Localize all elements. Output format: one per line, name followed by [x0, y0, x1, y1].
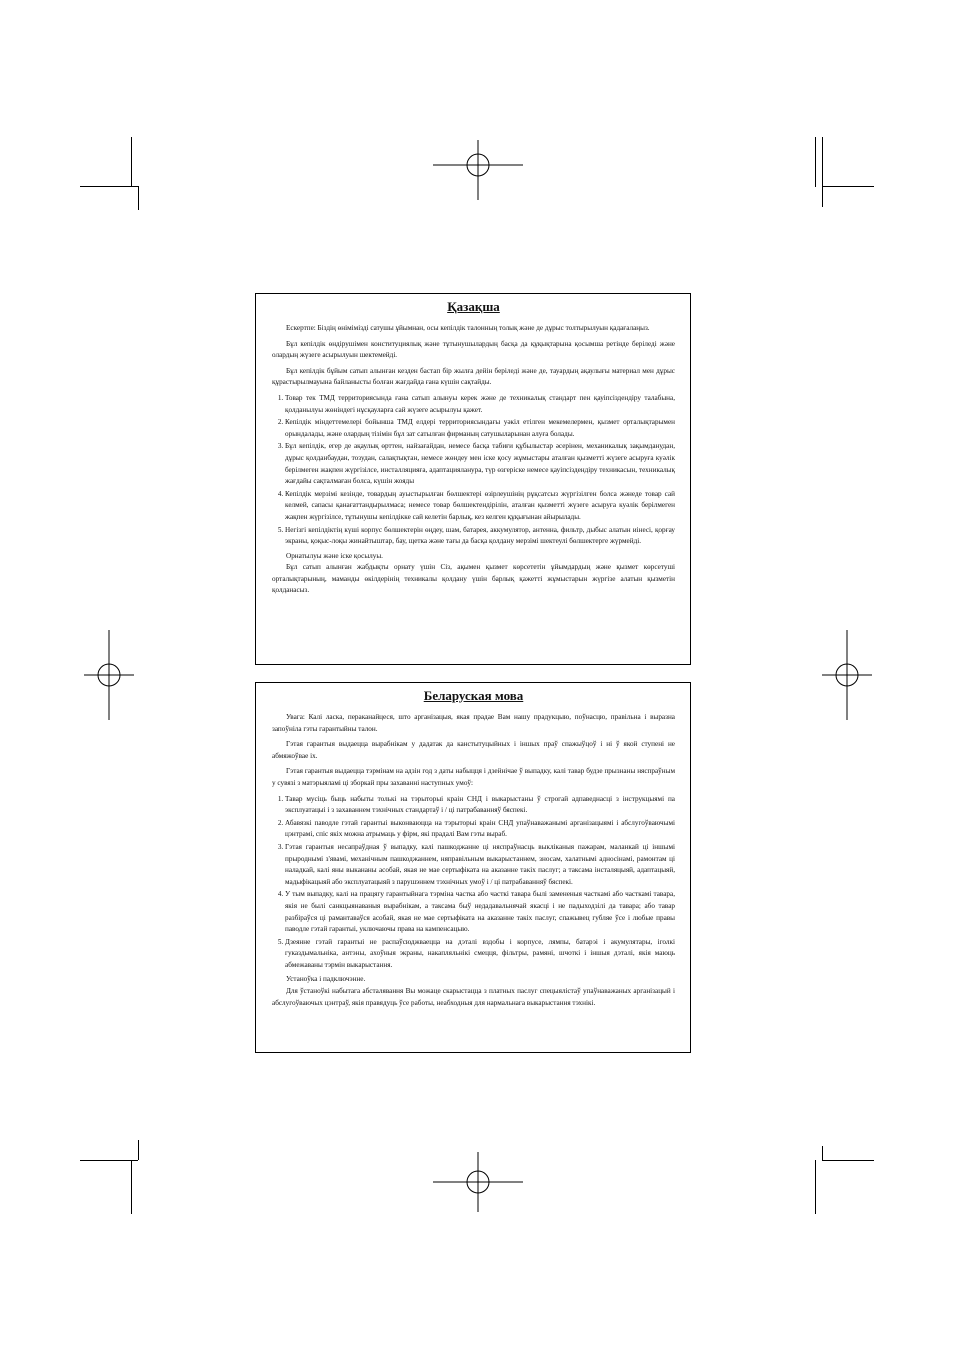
- list-item: 3. Бұл кепілдік, егер де ақаулық өрттен, найзағайдан, немесе басқа табиғи құбылыстар әсерінен, механикалық зақымданудан, дұрыс қолданбаудан, тозудан, салақтықтан, немесе жөндеу мен іске қосу жұмыстары аталған қызметті жүзеге асыруға куәлік берілмеген жақпен жүргізілсе, инсталляцияға, адаптацияланура, түр өзгеріске немесе қауіпсіздендіру техникасын, техникалық жағдайы сақталмаған болса, күшін жояды: [285, 441, 675, 487]
- paragraph: Бұл кепілдік бұйым сатып алынған кезден бастап бір жылға дейін беріледі және де, тауардың ақаулығы материал мен дұрыс құрастырылмауына байланысты болған жағдайда ғана күшін сақтайды.: [272, 366, 675, 387]
- conditions-list: [272, 794, 675, 972]
- kazakh-warranty-section: [255, 293, 691, 665]
- section-title: Беларуская мова: [423, 688, 524, 703]
- crop-mark: [131, 1160, 132, 1214]
- crop-mark: [822, 1160, 874, 1161]
- paragraph: Бұл кепілдік өндірушімен конституциялық және тұтынушылардың басқа да құқықтарына қосымша ретінде беріледі және олардың жүзеге асырылуын шектемейді.: [272, 339, 675, 360]
- crop-mark: [80, 1160, 138, 1161]
- conditions-list: [272, 393, 675, 548]
- section-title: Қазақша: [447, 299, 500, 314]
- crop-mark: [80, 186, 138, 187]
- list-item: 1. Товар тек ТМД территориясында ғана сатып алынуы керек және де техникалық стандарт пен қауіпсіздендіру талабына, қолданылуы жөніндегі нұсқауларға сай жүзеге асырылуы қажет.: [285, 393, 675, 416]
- crop-mark: [822, 137, 823, 207]
- list-item: 1. Тавар мусіць быць набыты толькі на тэрыторыі краін СНД і выкарыстаны ў строгай адпаведнасці з інструкцыямі па эксплуатацыі і з захаваннем тэхнічных стандартаў і / ці патрабаванняў бяспекі.: [285, 794, 675, 817]
- list-item: 2. Кепілдік міндеттемелері бойынша ТМД елдері территориясындағы уәкіл етілген мекемелермен, қызмет орталықтарымен орындалады, және олардың тізімін бұл зат сатылған фирманың сатушыларынан алуға болады.: [285, 417, 675, 440]
- registration-mark-icon: [433, 140, 523, 200]
- crop-mark: [822, 1146, 823, 1160]
- list-item: 4. Кепілдік мерзімі кезінде, товардың ауыстырылған бөлшектері өзірлеушінің рұқсатсыз жүргізілген болса жәнеде товар сай келмей, сапасы қанағаттандырылмаса; немесе товар бөлшектендірілін, аталған қызметті жүзеге асыруға куәлік берілмеген жақпен жүргізілсе, тұтынушы кепілдікке сай келетін барлық, кез келген құқығынан айырылады.: [285, 489, 675, 524]
- registration-mark-icon: [433, 1152, 523, 1212]
- install-text: Бұл сатып алынған жабдықты орнату үшін Сіз, ақымен қызмет көрсететін ұйымдардың және қызмет көрсетуші орталықтарының, маманды өкілдерінің техникалы қолдану үшін барлық қажетті жұмыстарын жүргізе алатын қызметін қолданасыз.: [272, 563, 675, 595]
- list-item: 3. Гэтая гарантыя несапраўдная ў выпадку, калі пашкоджанне ці няспраўнасць выкліканыя пажарам, маланкай ці іншымі прыроднымі з'явамі, механічным пашкоджаннем, няправільным выкарыстаннем, зносам, халатнымі адносінамі, рамонтам ці наладкай, калі яны выкананы асобай, якая не мае сертыфіката на аказанне такіх паслуг; а таксама інсталяцыяй, адаптацыяй, мадыфікацыяй або эксплуатацыяй з парушэннем тэхнічных умоў і / ці патрабаванняў бяспекі.: [285, 842, 675, 888]
- crop-mark: [822, 186, 874, 187]
- warning-note: Ескертпе: Біздің өнімімізді сатушы ұйымнан, осы кепілдік талонның толық және де дұрыс толтырылуын қадағалаңыз.: [286, 324, 650, 332]
- registration-mark-icon: [84, 630, 134, 720]
- paragraph: Гэтая гарантыя выдаецца тэрмінам на адзін год з даты набыцця і дзейнічае ў выпадку, калі тавар будзе прызнаны няспраўным у сувязі з матэрыяламі ці зборкай пры захаванні наступных умоў:: [272, 767, 675, 787]
- install-heading: Устаноўка і падключэнне.: [286, 975, 366, 984]
- belarusian-warranty-section: [255, 682, 691, 1053]
- crop-mark: [138, 1140, 139, 1160]
- list-item: 4. У тым выпадку, калі на працягу гарантыйнага тэрміна частка або часткі тавара былі замененыя часткамі або часткамі тавара, якія не былі санкцыянаваныя вырабнікам, а таксама быў недадавальнячай якасці і не падыходзілі да тавара; або тавар разбіраўся ці рамантаваўся асобай, якая не мае сертыфіката на аказанне такіх паслуг, спажывец губляе ўсе і любые правы паводле гэтай гарантыі, уключаючы права на кампенсацыю.: [285, 889, 675, 935]
- install-text: Для ўстаноўкі набытага абсталявання Вы можаце скарыстацца з платных паслуг спецыялістаў упаўнаважаных арганізацый і абслугоўваючых цэнтраў, якія правядуць ўсе работы, неабходныя для нармальнага выкарыстання тэхнікі.: [272, 987, 675, 1007]
- install-heading: Орнатылуы және іске қосылуы.: [286, 551, 383, 560]
- crop-mark: [131, 137, 132, 187]
- paragraph: Гэтая гарантыя выдаецца вырабнікам у дадатак да канстытуцыйных і іншых праў спажыўцоў і ні ў якой ступені не абмяжоўвае іх.: [272, 740, 675, 760]
- list-item: 5. Негізгі кепілдіктің күші корпус бөлшектерін өңдеу, шам, батарея, аккумулятор, антенна, фильтр, дыбыс алатын иінесі, қорғау экраны, қоқыс-лоқы жинайтыштар, бау, щетка және тағы да басқа қолдану мерзімі шектеулі бөлшектерге жүрмейді.: [285, 525, 675, 548]
- crop-mark: [138, 186, 139, 210]
- registration-mark-icon: [822, 630, 872, 720]
- crop-mark: [815, 137, 816, 187]
- list-item: 2. Абавязкі паводле гэтай гарантыі выконваюцца на тэрыторыі краін СНД упаўнаважанымі арганізацыямі і абслугоўваючымі цэнтрамі, спіс якіх можна атрымаць у фірм, якi прадалi Вам гэты выраб.: [285, 818, 675, 841]
- crop-mark: [815, 1160, 816, 1214]
- warning-note: Увага: Калі ласка, пераканайцеся, што арганізацыя, якая прадае Вам нашу прадукцыю, поўнасцю, правільна і выразна запоўніла гэты гарантыйны талон.: [272, 713, 675, 733]
- list-item: 5. Дзеянне гэтай гарантыі не распаўсюджваецца на дэталі вздобы і корпусе, лямпы, батарэі і акумулятары, іголкі гуказдымальніка, антэны, ахоўныя экраны, накапляльнікі смецця, фільтры, рамяні, шчоткі і іншыя дэталі, якія маюць абмежаваны тэрмін выкарыстання.: [285, 937, 675, 972]
